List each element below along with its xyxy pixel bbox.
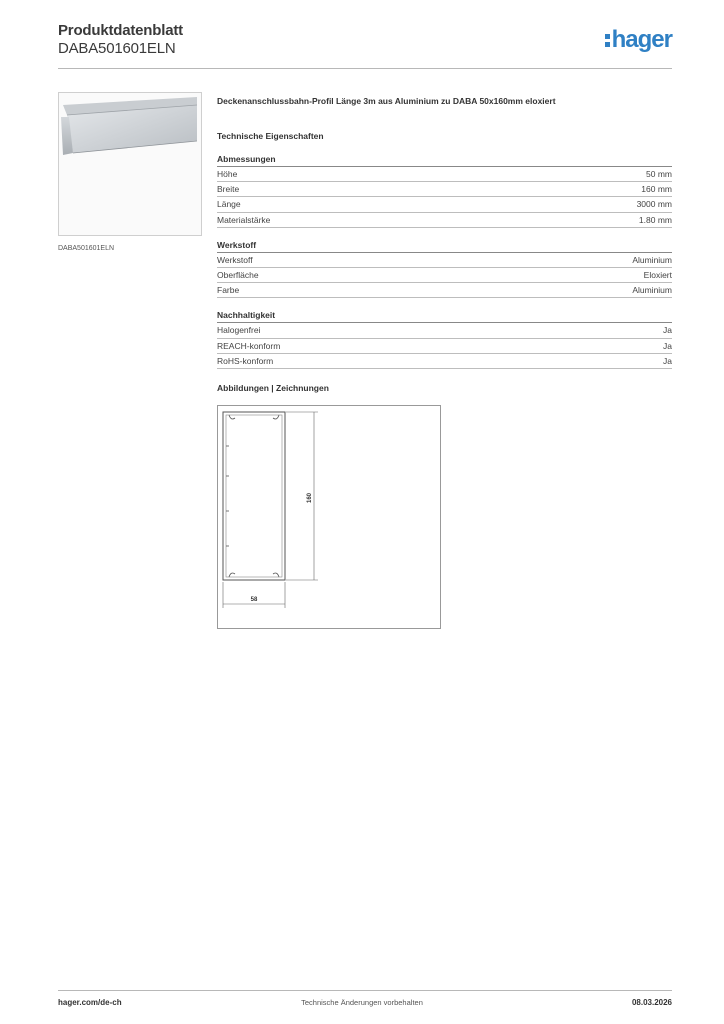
row-value: Aluminium bbox=[632, 254, 672, 265]
dim-width-label: 58 bbox=[250, 597, 258, 603]
logo-text: hager bbox=[611, 26, 672, 53]
technical-heading: Technische Eigenschaften bbox=[217, 131, 324, 141]
table-row bbox=[217, 253, 672, 268]
row-label: Länge bbox=[217, 199, 241, 210]
row-label: Farbe bbox=[217, 285, 240, 296]
section-title: Nachhaltigkeit bbox=[217, 310, 672, 323]
table-row bbox=[217, 268, 672, 283]
row-label: Höhe bbox=[217, 169, 238, 179]
table-row bbox=[217, 283, 672, 298]
dim-height-label: 160 bbox=[307, 492, 313, 504]
section-sustainability bbox=[217, 310, 672, 369]
table-row bbox=[217, 167, 672, 182]
profile-photo-icon bbox=[59, 93, 201, 235]
table-row bbox=[217, 354, 672, 369]
row-label: REACH-konform bbox=[217, 340, 281, 351]
row-value: Ja bbox=[663, 340, 672, 351]
article-number: DABA501601ELN bbox=[58, 40, 176, 57]
logo-dots-icon bbox=[605, 34, 610, 47]
section-material bbox=[217, 240, 672, 299]
row-label: RoHS-konform bbox=[217, 355, 274, 366]
drawings-heading: Abbildungen | Zeichnungen bbox=[217, 382, 329, 393]
product-details bbox=[217, 96, 672, 400]
profile-cross-section-icon bbox=[218, 406, 440, 628]
table-row bbox=[217, 197, 672, 212]
product-description: Deckenanschlussbahn-Profil Länge 3m aus Aluminium zu DABA 50x160mm eloxiert bbox=[217, 96, 556, 106]
row-value: Ja bbox=[663, 355, 672, 366]
section-title: Werkstoff bbox=[217, 240, 672, 253]
row-value: 50 mm bbox=[646, 169, 672, 179]
row-label: Oberfläche bbox=[217, 269, 259, 280]
table-row bbox=[217, 213, 672, 228]
row-label: Werkstoff bbox=[217, 254, 253, 265]
row-value: Eloxiert bbox=[643, 269, 672, 280]
section-dimensions bbox=[217, 154, 672, 228]
row-value: Ja bbox=[663, 325, 672, 336]
row-label: Halogenfrei bbox=[217, 325, 261, 336]
row-label: Breite bbox=[217, 184, 240, 195]
footer-date: 08.03.2026 bbox=[631, 998, 672, 1007]
table-row bbox=[217, 323, 672, 338]
row-value: Aluminium bbox=[632, 285, 672, 296]
page-title: Produktdatenblatt bbox=[58, 22, 183, 39]
image-caption: DABA501601ELN bbox=[58, 245, 115, 252]
technical-drawing bbox=[217, 405, 441, 629]
table-row bbox=[217, 182, 672, 197]
footer-divider bbox=[58, 990, 672, 991]
row-value: 3000 mm bbox=[636, 199, 672, 210]
section-title: Abmessungen bbox=[217, 154, 672, 167]
table-row bbox=[217, 339, 672, 354]
row-value: 160 mm bbox=[641, 184, 672, 195]
row-label: Materialstärke bbox=[217, 214, 271, 225]
footer-notice: Technische Änderungen vorbehalten bbox=[301, 998, 423, 1007]
product-image bbox=[58, 92, 202, 236]
header-divider bbox=[58, 68, 672, 69]
footer-website-link[interactable]: hager.com/de-ch bbox=[58, 998, 122, 1007]
hager-logo[interactable] bbox=[605, 28, 672, 52]
row-value: 1.80 mm bbox=[638, 214, 672, 225]
